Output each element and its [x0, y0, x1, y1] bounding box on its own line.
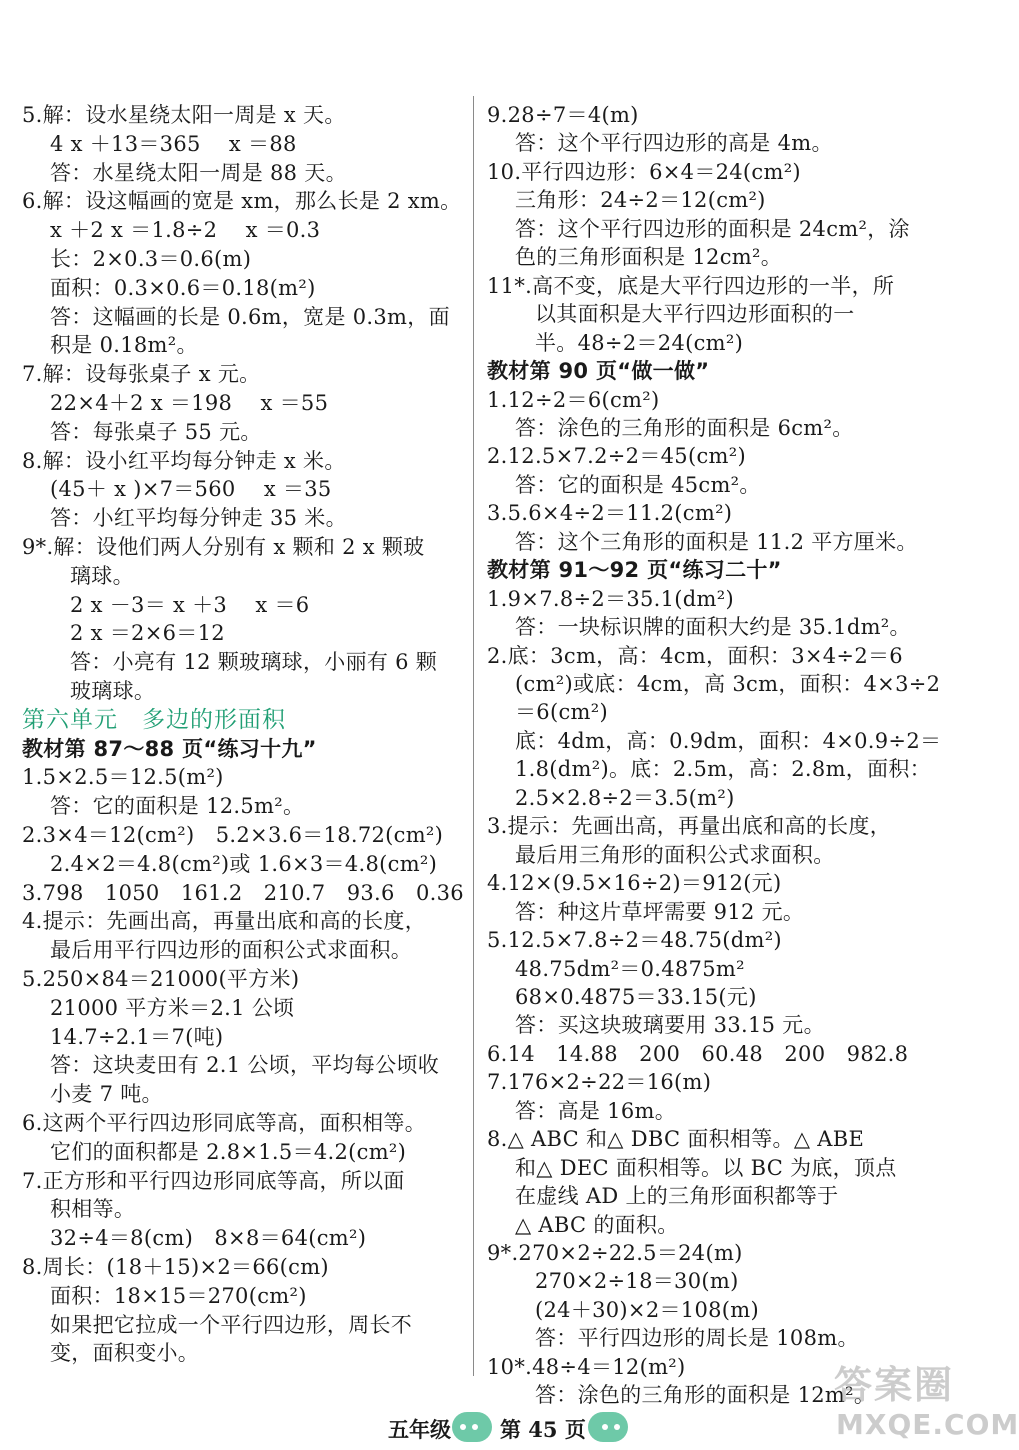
answer-line: 2 x －3＝ x ＋3 x ＝6	[70, 592, 310, 617]
answer-line: 4.提示：先画出高，再量出底和高的长度，	[22, 909, 427, 934]
answer-line: 9*.解：设他们两人分别有 x 颗和 2 x 颗玻	[22, 535, 425, 559]
answer-line: 它们的面积都是 2.8×1.5＝4.2(cm²)	[50, 1139, 407, 1164]
answer-line: 2.底：3cm，高：4cm，面积：3×4÷2＝6	[487, 643, 903, 668]
answer-line: 答：小红平均每分钟走 35 米。	[50, 506, 347, 531]
answer-line: 7.176×2÷22＝16(m)	[487, 1070, 712, 1095]
answer-line: 答：这幅画的长是 0.6m，宽是 0.3m，面	[50, 304, 450, 329]
answer-line: 变，面积变小。	[50, 1341, 200, 1366]
answer-line: 6.解：设这幅画的宽是 xm，那么长是 2 xm。	[22, 189, 462, 214]
answer-line: 48.75dm²＝0.4875m²	[515, 956, 745, 981]
answer-line: 答：涂色的三角形的面积是 12m²。	[535, 1383, 876, 1408]
column-divider	[473, 96, 474, 1376]
watermark-text: 答案圈	[834, 1363, 955, 1407]
answer-line: 1.5×2.5＝12.5(m²)	[22, 765, 224, 790]
answer-line: 答：高是 16m。	[515, 1098, 677, 1123]
answer-line: 面积：0.3×0.6＝0.18(m²)	[50, 275, 316, 300]
answer-line: 答：每张桌子 55 元。	[50, 419, 262, 444]
answer-line: 5.250×84＝21000(平方米)	[22, 967, 300, 991]
answer-line: 答：这块麦田有 2.1 公顷，平均每公顷收	[50, 1053, 440, 1078]
answer-line: 答：一块标识牌的面积大约是 35.1dm²。	[515, 615, 911, 640]
answer-line: 5.解：设水星绕太阳一周是 x 天。	[22, 103, 346, 127]
answer-line: 面积：18×15＝270(cm²)	[50, 1283, 307, 1308]
answer-line: 2 x ＝2×6＝12	[70, 621, 225, 646]
answer-line: 3.5.6×4÷2＝11.2(cm²)	[487, 501, 733, 526]
answer-line: 4.12×(9.5×16÷2)＝912(元)	[487, 871, 782, 896]
section-heading: 教材第 90 页“做一做”	[487, 359, 710, 384]
answer-line: 小麦 7 吨。	[50, 1082, 163, 1107]
answer-line: 1.8(dm²)。底：2.5m，高：2.8m，面积：	[515, 757, 931, 782]
answer-line: 1.12÷2＝6(cm²)	[487, 387, 660, 412]
answer-line: 在虚线 AD 上的三角形面积都等于	[515, 1184, 839, 1209]
answer-line: 2.12.5×7.2÷2＝45(cm²)	[487, 444, 746, 469]
answer-line: 21000 平方米＝2.1 公顷	[50, 995, 295, 1020]
answer-line: 璃球。	[70, 563, 134, 588]
answer-line: (cm²)或底：4cm，高 3cm，面积：4×3÷2	[515, 672, 941, 696]
watermark-url: MXQE.COM	[836, 1408, 1019, 1441]
answer-line: 如果把它拉成一个平行四边形，周长不	[50, 1312, 413, 1337]
answer-line: ＝6(cm²)	[515, 700, 608, 725]
answer-line: 答：小亮有 12 颗玻璃球，小丽有 6 颗	[70, 650, 438, 675]
answer-line: 长：2×0.3＝0.6(m)	[50, 247, 252, 271]
answer-line: 4 x ＋13＝365 x ＝88	[50, 131, 297, 156]
answer-line: 答：它的面积是 12.5m²。	[50, 794, 305, 819]
answer-line: 10*.48÷4＝12(m²)	[487, 1354, 686, 1379]
answer-line: 68×0.4875＝33.15(元)	[515, 984, 757, 1009]
answer-line: 答：种这片草坪需要 912 元。	[515, 899, 805, 924]
watermark-logo	[830, 1350, 1019, 1446]
answer-line: 答：这个平行四边形的面积是 24cm²，涂	[515, 216, 910, 241]
answer-line: 6.这两个平行四边形同底等高，面积相等。	[22, 1111, 427, 1135]
answer-line: 最后用平行四边形的面积公式求面积。	[50, 938, 413, 963]
answer-line: 270×2÷18＝30(m)	[535, 1269, 739, 1294]
answer-line: 积相等。	[50, 1197, 136, 1222]
answer-line: 3.798 1050 161.2 210.7 93.6 0.36	[22, 880, 464, 905]
answer-line: 11*.高不变，底是大平行四边形的一半，所	[487, 273, 895, 298]
answer-line: 答：平行四边形的周长是 108m。	[535, 1326, 859, 1351]
section-heading: 教材第 91～92 页“练习二十”	[487, 558, 782, 583]
answer-line: 色的三角形面积是 12cm²。	[515, 245, 782, 270]
answer-line: 和△ DEC 面积相等。以 BC 为底，顶点	[515, 1155, 897, 1180]
answer-line: 8.△ ABC 和△ DBC 面积相等。△ ABE	[487, 1127, 865, 1152]
unit-title: 第六单元 多边的形面积	[22, 706, 286, 733]
answer-line: 7.解：设每张桌子 x 元。	[22, 362, 261, 387]
answer-line: △ ABC 的面积。	[515, 1212, 679, 1237]
answer-line: 答：买这块玻璃要用 33.15 元。	[515, 1013, 825, 1038]
answer-line: 10.平行四边形：6×4＝24(cm²)	[487, 159, 801, 184]
answer-line: 2.5×2.8÷2＝3.5(m²)	[515, 785, 735, 810]
answer-line: 三角形：24÷2＝12(cm²)	[515, 188, 766, 213]
answer-line: 1.9×7.8÷2＝35.1(dm²)	[487, 586, 734, 611]
answer-line: 玻璃球。	[70, 679, 156, 703]
answer-line: 半。48÷2＝24(cm²)	[535, 330, 744, 355]
answer-line: x ＋2 x ＝1.8÷2 x ＝0.3	[50, 218, 321, 243]
answer-line: 答：水星绕太阳一周是 88 天。	[50, 160, 347, 185]
left-ornament-icon	[452, 1412, 492, 1442]
answer-line: 9*.270×2÷22.5＝24(m)	[487, 1241, 743, 1265]
answer-line: 答：这个平行四边形的高是 4m。	[515, 131, 833, 156]
answer-line: 8.周长：(18＋15)×2＝66(cm)	[22, 1255, 329, 1279]
answer-line: 5.12.5×7.8÷2＝48.75(dm²)	[487, 928, 782, 953]
answer-line: 6.14 14.88 200 60.48 200 982.8	[487, 1041, 909, 1066]
answer-line: 32÷4＝8(cm) 8×8＝64(cm²)	[50, 1226, 367, 1251]
answer-line: (24＋30)×2＝108(m)	[535, 1297, 759, 1322]
answer-line: 3.提示：先画出高，再量出底和高的长度，	[487, 814, 892, 839]
answer-line: 8.解：设小红平均每分钟走 x 米。	[22, 448, 346, 473]
answer-line: 积是 0.18m²。	[50, 333, 198, 358]
answer-line: 22×4＋2 x ＝198 x ＝55	[50, 391, 329, 415]
right-ornament-icon	[588, 1412, 628, 1442]
answer-line: 答：这个三角形的面积是 11.2 平方厘米。	[515, 529, 918, 554]
answer-line: 底：4dm，高：0.9dm，面积：4×0.9÷2＝	[515, 728, 942, 753]
page-number: 第 45 页	[500, 1417, 586, 1442]
answer-line: 2.4×2＝4.8(cm²)或 1.6×3＝4.8(cm²)	[50, 851, 438, 876]
answer-line: 答：涂色的三角形的面积是 6cm²。	[515, 415, 854, 440]
answer-line: 7.正方形和平行四边形同底等高，所以面	[22, 1168, 405, 1193]
answer-line: 以其面积是大平行四边形面积的一	[535, 302, 855, 327]
answer-line: 14.7÷2.1＝7(吨)	[50, 1024, 224, 1049]
grade-label: 五年级	[388, 1417, 451, 1442]
answer-line: 答：它的面积是 45cm²。	[515, 472, 761, 497]
answer-line: 最后用三角形的面积公式求面积。	[515, 842, 835, 867]
answer-line: (45＋ x )×7＝560 x ＝35	[50, 477, 332, 502]
answer-line: 9.28÷7＝4(m)	[487, 103, 639, 127]
answer-line: 2.3×4＝12(cm²) 5.2×3.6＝18.72(cm²)	[22, 823, 444, 847]
section-heading: 教材第 87～88 页“练习十九”	[22, 736, 317, 761]
